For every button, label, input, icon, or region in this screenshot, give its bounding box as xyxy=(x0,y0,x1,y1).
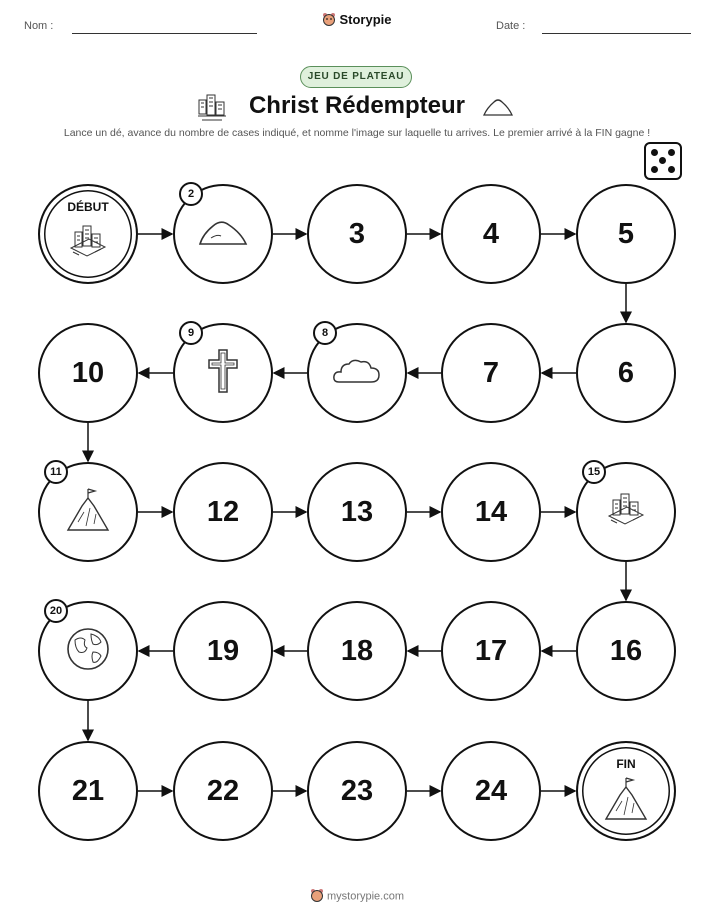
board-cell-8 xyxy=(307,323,407,423)
cell-number-badge: 15 xyxy=(582,460,606,484)
mountain-flag-icon xyxy=(66,488,110,537)
footer-url: mystorypie.com xyxy=(326,890,405,903)
cell-number: 18 xyxy=(340,634,374,667)
board-cell-20 xyxy=(38,601,138,701)
board-cell-19 xyxy=(173,601,273,701)
finish-label: FIN xyxy=(616,757,636,771)
board-cell-23 xyxy=(307,741,407,841)
board-cell-24 xyxy=(441,741,541,841)
cell-number: 6 xyxy=(617,356,635,389)
city-icon xyxy=(605,490,647,535)
board-cell-11 xyxy=(38,462,138,562)
board-cell-9 xyxy=(173,323,273,423)
cell-number: 7 xyxy=(482,356,500,389)
board-cell-22 xyxy=(173,741,273,841)
board-cell-5 xyxy=(576,184,676,284)
cell-number: 16 xyxy=(609,634,643,667)
cell-number: 23 xyxy=(340,774,374,807)
board-cell-17 xyxy=(441,601,541,701)
cell-number: 13 xyxy=(340,495,374,528)
board-cell-6 xyxy=(576,323,676,423)
board-cell-15 xyxy=(576,462,676,562)
brand-name: Storypie xyxy=(339,12,392,27)
board-cell-18 xyxy=(307,601,407,701)
board-cell-16 xyxy=(576,601,676,701)
rock-pile-icon xyxy=(197,216,249,253)
cell-number: 17 xyxy=(474,634,508,667)
start-label: DÉBUT xyxy=(67,200,109,214)
cell-number: 22 xyxy=(206,774,240,807)
board-cell-10 xyxy=(38,323,138,423)
board-cell-14 xyxy=(441,462,541,562)
cloud-icon xyxy=(331,356,383,391)
board-cell-13 xyxy=(307,462,407,562)
cell-number-badge: 2 xyxy=(179,182,203,206)
cell-number: 5 xyxy=(617,217,635,250)
game-type-badge: JEU DE PLATEAU xyxy=(300,66,412,88)
globe-icon xyxy=(65,626,111,677)
cell-number-badge: 9 xyxy=(179,321,203,345)
finish-cell xyxy=(576,741,676,841)
cell-number-badge: 11 xyxy=(44,460,68,484)
mountain-flag-icon xyxy=(604,777,648,826)
bear-mascot-icon xyxy=(310,888,324,905)
name-label: Nom : xyxy=(24,20,54,32)
cell-number: 21 xyxy=(71,774,105,807)
start-cell xyxy=(38,184,138,284)
cell-number: 19 xyxy=(206,634,240,667)
cell-number: 3 xyxy=(348,217,366,250)
cell-number: 24 xyxy=(474,774,508,807)
page-title: Christ Rédempteur xyxy=(248,92,466,119)
board-cell-12 xyxy=(173,462,273,562)
board-cell-4 xyxy=(441,184,541,284)
cross-icon xyxy=(207,348,239,399)
board-cell-21 xyxy=(38,741,138,841)
cell-number-badge: 20 xyxy=(44,599,68,623)
cell-number: 10 xyxy=(71,356,105,389)
cell-number: 4 xyxy=(482,217,500,250)
city-icon xyxy=(67,222,109,267)
board-cell-2 xyxy=(173,184,273,284)
instructions: Lance un dé, avance du nombre de cases indiqué, et nomme l'image sur laquelle tu arrives. Le premier arrivé à la FIN gagne ! xyxy=(63,127,651,139)
cell-number-badge: 8 xyxy=(313,321,337,345)
board-cell-7 xyxy=(441,323,541,423)
cell-number: 14 xyxy=(474,495,508,528)
board-cell-3 xyxy=(307,184,407,284)
footer xyxy=(0,888,714,905)
date-label: Date : xyxy=(496,20,526,32)
cell-number: 12 xyxy=(206,495,240,528)
